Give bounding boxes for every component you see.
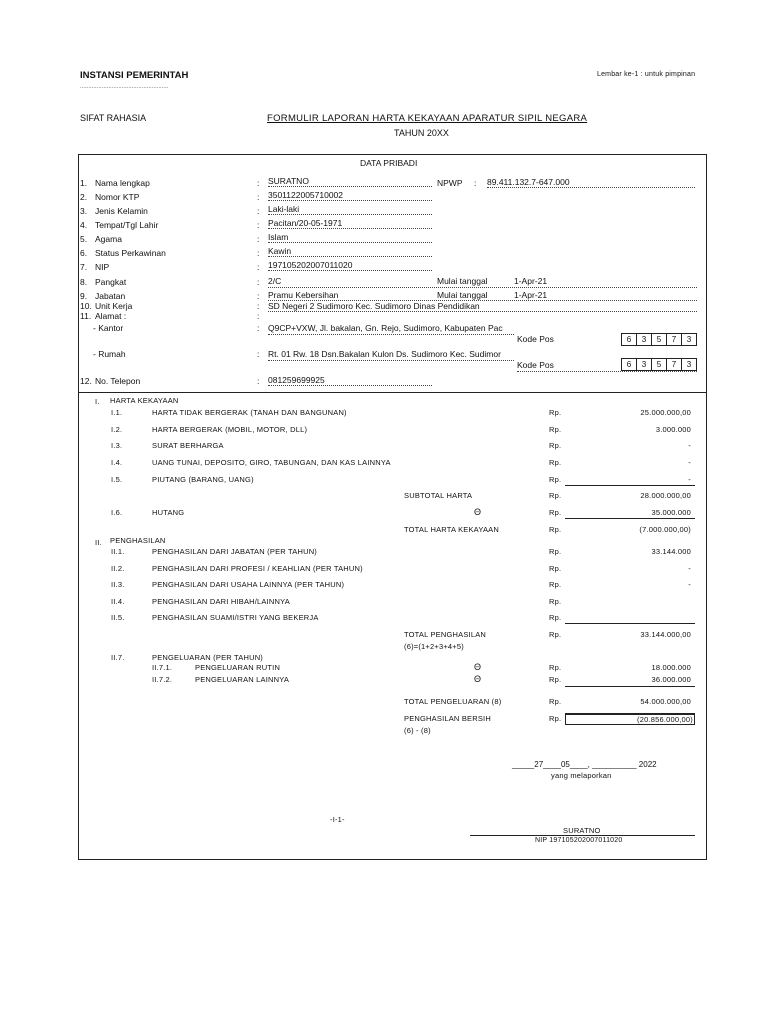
row-num: 5. <box>80 234 88 244</box>
asset-value: 3.000.000 <box>655 425 691 434</box>
label-nip: NIP <box>95 262 110 272</box>
colon: : <box>257 248 260 258</box>
rp-label: Rp. <box>549 425 562 434</box>
colon: : <box>257 311 260 321</box>
expense-sub-value: 36.000.000 <box>651 675 691 684</box>
subtotal-label: SUBTOTAL HARTA <box>404 491 473 500</box>
rp-label: Rp. <box>549 408 562 417</box>
rp-label: Rp. <box>549 697 562 706</box>
assets-section-num: I. <box>95 397 100 406</box>
label-unit: Unit Kerja <box>95 301 133 311</box>
office-postal-label: Kode Pos <box>517 334 554 344</box>
colon: : <box>257 291 260 301</box>
expense-sub-code: II.7.2. <box>152 675 173 684</box>
rp-label: Rp. <box>549 547 562 556</box>
home-postal-code <box>622 358 697 371</box>
label-name: Nama lengkap <box>95 178 150 188</box>
signer-name: SURATNO <box>563 826 601 835</box>
asset-value: - <box>688 475 691 484</box>
dotted-line <box>268 287 697 288</box>
income-code: II.5. <box>111 613 125 622</box>
expense-sub-code: II.7.1. <box>152 663 173 672</box>
expense-code: II.7. <box>111 653 125 662</box>
reporter-label: yang melaporkan <box>551 771 612 780</box>
total-income-value: 33.144.000,00 <box>640 630 691 639</box>
postal-digit: 3 <box>636 358 652 371</box>
minus-sign-icon: Θ <box>474 662 482 672</box>
rp-label: Rp. <box>549 491 562 500</box>
expense-title: PENGELUARAN (PER TAHUN) <box>152 653 264 662</box>
rp-label: Rp. <box>549 597 562 606</box>
asset-label: SURAT BERHARGA <box>152 441 224 450</box>
colon: : <box>257 178 260 188</box>
value-phone: 081259699925 <box>268 375 432 386</box>
rp-label: Rp. <box>549 613 562 622</box>
net-income-value: (20.856.000,00) <box>565 713 695 725</box>
npwp-value: 89.411.132.7-647.000 <box>487 177 695 188</box>
colon: : <box>257 220 260 230</box>
debt-code: I.6. <box>111 508 123 517</box>
row-num: 3. <box>80 206 88 216</box>
colon: : <box>257 376 260 386</box>
subtotal-value: 28.000.000,00 <box>640 491 691 500</box>
row-num: 1. <box>80 178 88 188</box>
personal-section-title: DATA PRIBADI <box>360 158 418 168</box>
dotted-line <box>268 360 514 361</box>
colon: : <box>257 262 260 272</box>
section-divider <box>78 392 707 393</box>
dotted-line <box>517 371 697 372</box>
asset-label: UANG TUNAI, DEPOSITO, GIRO, TABUNGAN, DAN KAS LAINNYA <box>152 458 391 467</box>
rp-label: Rp. <box>549 508 562 517</box>
value-nip: 197105202007011020 <box>268 260 432 271</box>
row-num: 11. <box>80 311 92 321</box>
minus-sign-icon: Θ <box>474 674 482 684</box>
rp-label: Rp. <box>549 458 562 467</box>
postal-digit: 5 <box>651 358 667 371</box>
colon: : <box>257 206 260 216</box>
income-value: 33.144.000 <box>651 547 691 556</box>
rp-label: Rp. <box>549 475 562 484</box>
rp-label: Rp. <box>549 675 562 684</box>
asset-label: PIUTANG (BARANG, UANG) <box>152 475 254 484</box>
dotted-line <box>268 334 514 335</box>
rp-label: Rp. <box>549 663 562 672</box>
postal-digit: 6 <box>621 333 637 346</box>
postal-digit: 6 <box>621 358 637 371</box>
row-num: 12. <box>80 376 92 386</box>
postal-digit: 7 <box>666 358 682 371</box>
asset-value: - <box>688 458 691 467</box>
sum-line <box>565 623 695 624</box>
label-phone: No. Telepon <box>95 376 141 386</box>
colon: : <box>257 234 260 244</box>
value-ktp: 3501122005710002 <box>268 190 432 201</box>
form-year: TAHUN 20XX <box>394 128 449 138</box>
rank-start-label: Mulai tanggal <box>437 276 488 286</box>
asset-code: I.4. <box>111 458 123 467</box>
value-unit: SD Negeri 2 Sudimoro Kec. Sudimoro Dinas Pendidikan <box>268 301 480 311</box>
row-num: 6. <box>80 248 88 258</box>
colon: : <box>474 178 477 188</box>
total-income-label: TOTAL PENGHASILAN <box>404 630 487 639</box>
rp-label: Rp. <box>549 525 562 534</box>
agency-title: INSTANSI PEMERINTAH <box>80 70 189 81</box>
label-birth: Tempat/Tgl Lahir <box>95 220 159 230</box>
income-label: PENGHASILAN SUAMI/ISTRI YANG BEKERJA <box>152 613 319 622</box>
colon: : <box>257 323 260 333</box>
rp-label: Rp. <box>549 580 562 589</box>
income-value: - <box>688 580 691 589</box>
postal-digit: 7 <box>666 333 682 346</box>
postal-digit: 3 <box>681 358 697 371</box>
debt-value: 35.000.000 <box>651 508 691 517</box>
value-marital: Kawin <box>268 246 432 257</box>
rp-label: Rp. <box>549 630 562 639</box>
confidential-label: SIFAT RAHASIA <box>80 113 147 123</box>
colon: : <box>257 349 260 359</box>
value-birth: Pacitan/20-05-1971 <box>268 218 432 229</box>
label-ktp: Nomor KTP <box>95 192 140 202</box>
income-code: II.2. <box>111 564 125 573</box>
office-postal-code <box>622 333 697 346</box>
income-code: II.4. <box>111 597 125 606</box>
postal-digit: 3 <box>636 333 652 346</box>
income-code: II.1. <box>111 547 125 556</box>
report-date: _____27____05____, __________ 2022 <box>512 760 657 769</box>
signer-nip: NIP 197105202007011020 <box>535 837 623 844</box>
postal-digit: 5 <box>651 333 667 346</box>
postal-digit: 3 <box>681 333 697 346</box>
rp-label: Rp. <box>549 564 562 573</box>
row-num: 4. <box>80 220 88 230</box>
income-code: II.3. <box>111 580 125 589</box>
expense-sub-value: 18.000.000 <box>651 663 691 672</box>
home-postal-label: Kode Pos <box>517 360 554 370</box>
total-income-formula: (6)=(1+2+3+4+5) <box>404 642 464 651</box>
total-expense-value: 54.000.000,00 <box>640 697 691 706</box>
asset-code: I.3. <box>111 441 123 450</box>
income-label: PENGHASILAN DARI USAHA LAINNYA (PER TAHUN) <box>152 580 345 589</box>
label-position: Jabatan <box>95 291 126 301</box>
row-num: 9. <box>80 291 88 301</box>
value-office-address: Q9CP+VXW, Jl. bakalan, Gn. Rejo, Sudimoro, Kabupaten Pac <box>268 323 503 333</box>
colon: : <box>257 277 260 287</box>
label-gender: Jenis Kelamin <box>95 206 148 216</box>
asset-label: HARTA TIDAK BERGERAK (TANAH DAN BANGUNAN) <box>152 408 347 417</box>
value-name: SURATNO <box>268 176 432 187</box>
income-value: - <box>688 564 691 573</box>
total-expense-label: TOTAL PENGELUARAN (8) <box>404 697 502 706</box>
value-position: Pramu Kebersihan <box>268 290 339 300</box>
total-assets-value: (7.000.000,00) <box>639 525 691 534</box>
position-start-value: 1-Apr-21 <box>514 290 548 300</box>
asset-code: I.1. <box>111 408 123 417</box>
sum-line <box>565 518 695 519</box>
net-income-formula: (6) - (8) <box>404 726 431 735</box>
assets-section-title: HARTA KEKAYAAN <box>110 396 179 405</box>
dotted-line <box>268 311 697 312</box>
colon: : <box>257 192 260 202</box>
net-income-label: PENGHASILAN BERSIH <box>404 714 491 723</box>
income-label: PENGHASILAN DARI PROFESI / KEAHLIAN (PER TAHUN) <box>152 564 363 573</box>
value-home-address: Rt. 01 Rw. 18 Dsn.Bakalan Kulon Ds. Sudimoro Kec. Sudimor <box>268 349 501 359</box>
value-rank: 2/C <box>268 276 282 286</box>
row-num: 10. <box>80 301 92 311</box>
label-marital: Status Perkawinan <box>95 248 166 258</box>
expense-sub-label: PENGELUARAN RUTIN <box>195 663 281 672</box>
income-label: PENGHASILAN DARI HIBAH/LAINNYA <box>152 597 290 606</box>
row-num: 2. <box>80 192 88 202</box>
asset-code: I.5. <box>111 475 123 484</box>
page-mark: -I-1- <box>330 815 345 824</box>
asset-value: - <box>688 441 691 450</box>
npwp-label: NPWP <box>437 178 463 188</box>
label-office: - Kantor <box>93 323 124 333</box>
label-religion: Agama <box>95 234 122 244</box>
agency-line: ..................................................... <box>80 84 169 90</box>
total-assets-label: TOTAL HARTA KEKAYAAN <box>404 525 499 534</box>
expense-sub-label: PENGELUARAN LAINNYA <box>195 675 290 684</box>
income-label: PENGHASILAN DARI JABATAN (PER TAHUN) <box>152 547 318 556</box>
rp-label: Rp. <box>549 714 562 723</box>
sum-line <box>565 686 695 687</box>
asset-code: I.2. <box>111 425 123 434</box>
income-section-num: II. <box>95 538 102 547</box>
label-address: Alamat : <box>95 311 127 321</box>
asset-label: HARTA BERGERAK (MOBIL, MOTOR, DLL) <box>152 425 308 434</box>
colon: : <box>257 301 260 311</box>
label-home: - Rumah <box>93 349 126 359</box>
rank-start-value: 1-Apr-21 <box>514 276 548 286</box>
signature-line <box>470 835 695 836</box>
value-religion: Islam <box>268 232 432 243</box>
row-num: 8. <box>80 277 88 287</box>
income-section-title: PENGHASILAN <box>110 536 166 545</box>
label-rank: Pangkat <box>95 277 127 287</box>
value-gender: Laki-laki <box>268 204 432 215</box>
debt-label: HUTANG <box>152 508 185 517</box>
minus-sign-icon: Θ <box>474 507 482 517</box>
rp-label: Rp. <box>549 441 562 450</box>
form-title: FORMULIR LAPORAN HARTA KEKAYAAN APARATUR SIPIL NEGARA <box>267 113 588 124</box>
row-num: 7. <box>80 262 88 272</box>
asset-value: 25.000.000,00 <box>640 408 691 417</box>
position-start-label: Mulai tanggal <box>437 290 488 300</box>
sum-line <box>565 485 695 486</box>
sheet-label: Lembar ke-1 : untuk pimpinan <box>597 71 696 78</box>
